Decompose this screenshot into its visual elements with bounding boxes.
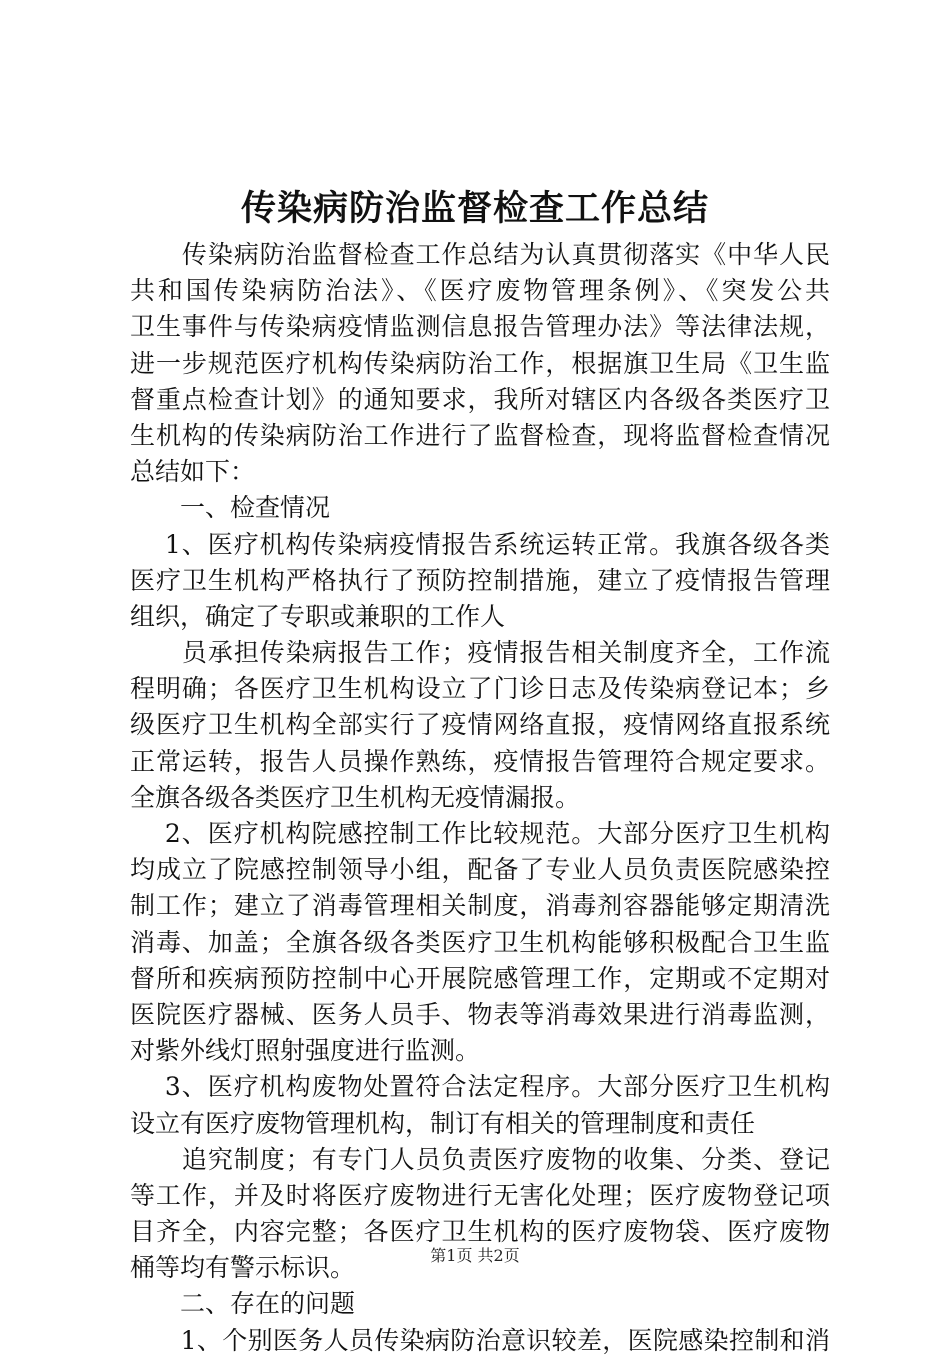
body-text-line: 等工作，并及时将医疗废物进行无害化处理；医疗废物登记项	[130, 1180, 830, 1210]
document-body	[130, 237, 830, 1359]
body-text-line: 级医疗卫生机构全部实行了疫情网络直报，疫情网络直报系统	[130, 710, 830, 740]
body-text-line: 追究制度；有专门人员负责医疗废物的收集、分类、登记	[130, 1144, 830, 1174]
body-text-line: 督重点检查计划》的通知要求，我所对辖区内各级各类医疗卫	[130, 384, 830, 414]
body-text-line: 1、个别医务人员传染病防治意识较差，医院感染控制和消	[130, 1325, 830, 1355]
body-text-line: 员承担传染病报告工作；疫情报告相关制度齐全，工作流	[130, 638, 830, 668]
body-text-line: 2、医疗机构院感控制工作比较规范。大部分医疗卫生机构	[130, 819, 830, 848]
body-text-line: 卫生事件与传染病疫情监测信息报告管理办法》等法律法规，	[130, 312, 830, 342]
document-title: 传染病防治监督检查工作总结	[240, 188, 709, 229]
body-text-line: 共和国传染病防治法》、《医疗废物管理条例》、《突发公共	[130, 276, 830, 306]
body-text-line: 正常运转，报告人员操作熟练，疫情报告管理符合规定要求。	[130, 746, 830, 776]
body-text-line: 设立有医疗废物管理机构，制订有相关的管理制度和责任	[130, 1108, 756, 1138]
body-text-line: 进一步规范医疗机构传染病防治工作，根据旗卫生局《卫生监	[130, 348, 830, 378]
body-text-line: 程明确；各医疗卫生机构设立了门诊日志及传染病登记本；乡	[130, 674, 830, 704]
body-text-line: 1、医疗机构传染病疫情报告系统运转正常。我旗各级各类	[130, 529, 830, 559]
body-text-line: 对紫外线灯照射强度进行监测。	[130, 1036, 481, 1066]
body-text-line: 组织，确定了专职或兼职的工作人	[130, 601, 506, 631]
body-text-line: 医疗卫生机构严格执行了预防控制措施，建立了疫情报告管理	[130, 565, 830, 595]
body-text-line: 均成立了院感控制领导小组，配备了专业人员负责医院感染控	[130, 855, 830, 885]
body-text-line: 3、医疗机构废物处置符合法定程序。大部分医疗卫生机构	[130, 1072, 830, 1102]
body-text-line: 生机构的传染病防治工作进行了监督检查，现将监督检查情况	[130, 420, 830, 450]
page-footer: 第1页 共2页	[430, 1246, 520, 1265]
body-text-line: 桶等均有警示标识。	[130, 1253, 356, 1283]
body-text-line: 全旗各级各类医疗卫生机构无疫情漏报。	[130, 782, 581, 812]
body-text-line: 制工作；建立了消毒管理相关制度，消毒剂容器能够定期清洗	[130, 891, 830, 921]
body-text-line: 一、检查情况	[130, 493, 331, 523]
body-text-line: 消毒、加盖；全旗各级各类医疗卫生机构能够积极配合卫生监	[130, 927, 830, 957]
body-text-line: 传染病防治监督检查工作总结为认真贯彻落实《中华人民	[130, 240, 830, 269]
body-text-line: 医院医疗器械、医务人员手、物表等消毒效果进行消毒监测，	[130, 999, 830, 1029]
body-text-line: 二、存在的问题	[130, 1289, 356, 1319]
body-text-line: 督所和疾病预防控制中心开展院感管理工作，定期或不定期对	[130, 963, 830, 993]
body-text-line: 目齐全，内容完整；各医疗卫生机构的医疗废物袋、医疗废物	[130, 1217, 830, 1247]
body-text-line: 总结如下：	[130, 457, 256, 487]
